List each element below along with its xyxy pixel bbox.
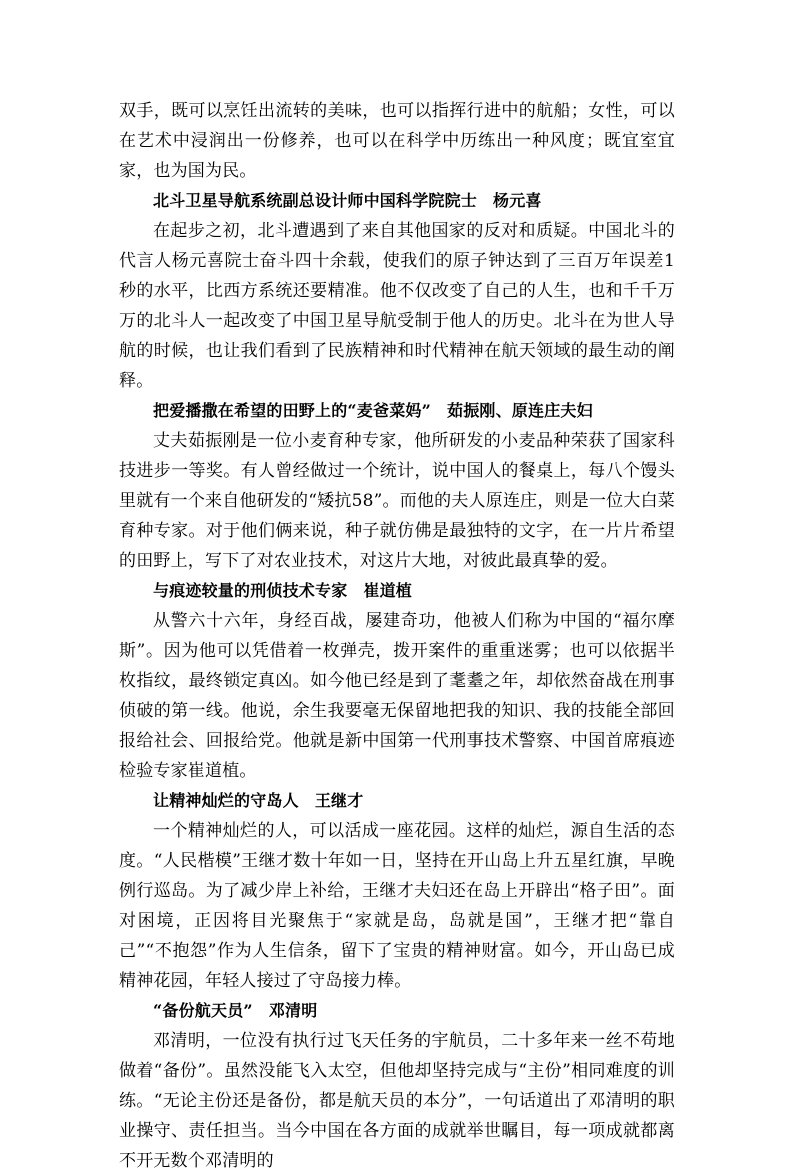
section-heading-cui-daozhi: [119, 576, 675, 606]
section-title: “备份航天员”: [153, 1001, 253, 1020]
section-heading-deng-qingming: [119, 996, 675, 1026]
section-body-cui-daozhi: 从警六十六年，身经百战，屡建奇功，他被人们称为中国的“福尔摩斯”。因为他可以凭借着一枚弹壳，拨开案件的重重迷雾；也可以依据半枚指纹，最终锁定真凶。如今他已经是到了耄耋之年，却依然奋战在刑事侦破的第一线。他说，余生我要毫无保留地把我的知识、我的技能全部回报给社会、回报给党。他就是新中国第一代刑事技术警察、中国首席痕迹检验专家崔道植。: [119, 611, 675, 781]
section-person-name: 邓清明: [268, 1001, 318, 1020]
section-person-name: 王继才: [314, 791, 364, 810]
section-person-name: 崔道植: [363, 581, 413, 600]
document-page: [119, 96, 675, 1176]
section-heading-yang-yuanxi: [119, 186, 675, 216]
section-title: 把爱播撒在希望的田野上的“麦爸菜妈”: [153, 401, 432, 420]
section-title: 让精神灿烂的守岛人: [153, 791, 299, 810]
section-body-wang-jicai: 一个精神灿烂的人，可以活成一座花园。这样的灿烂，源自生活的态度。“人民楷模”王继才数十年如一日，坚持在开山岛上升五星红旗，早晚例行巡岛。为了减少岸上补给，王继才夫妇还在岛上开辟出“格子田”。面对困境，正因将目光聚焦于“家就是岛，岛就是国”，王继才把“靠自己”“不抱怨”作为人生信条，留下了宝贵的精神财富。如今，开山岛已成精神花园，年轻人接过了守岛接力棒。: [119, 821, 675, 991]
section-body-ru-zhengang: 丈夫茹振刚是一位小麦育种专家，他所研发的小麦品种荣获了国家科技进步一等奖。有人曾经做过一个统计，说中国人的餐桌上，每八个馒头里就有一个来自他研发的“矮抗58”。而他的夫人原连庄，则是一位大白菜育种专家。对于他们俩来说，种子就仿佛是最独特的文字，在一片片希望的田野上，写下了对农业技术，对这片大地，对彼此最真挚的爱。: [119, 431, 675, 571]
section-body-yang-yuanxi: 在起步之初，北斗遭遇到了来自其他国家的反对和质疑。中国北斗的代言人杨元喜院士奋斗四十余载，使我们的原子钟达到了三百万年误差1秒的水平，比西方系统还要精准。他不仅改变了自己的人生，也和千千万万的北斗人一起改变了中国卫星导航受制于他人的历史。北斗在为世人导航的时候，也让我们看到了民族精神和时代精神在航天领域的最生动的阐释。: [119, 221, 675, 391]
section-person-name: 茹振刚、原连庄夫妇: [447, 401, 593, 420]
section-title: 与痕迹较量的刑侦技术专家: [153, 581, 348, 600]
section-person-name: 杨元喜: [493, 191, 542, 210]
section-heading-ru-zhengang: [119, 396, 675, 426]
section-heading-wang-jicai: [119, 786, 675, 816]
intro-paragraph: 双手，既可以烹饪出流转的美味，也可以指挥行进中的航船；女性，可以在艺术中浸润出一份修养，也可以在科学中历练出一种风度；既宜室宜家，也为国为民。: [119, 101, 675, 181]
section-body-deng-qingming: 邓清明，一位没有执行过飞天任务的宇航员，二十多年来一丝不苟地做着“备份”。虽然没能飞入太空，但他却坚持完成与“主份”相同难度的训练。“无论主份还是备份，都是航天员的本分”，一句话道出了邓清明的职业操守、责任担当。当今中国在各方面的成就举世瞩目，每一项成就都离不开无数个邓清明的: [119, 1031, 675, 1171]
section-title: 北斗卫星导航系统副总设计师中国科学院院士: [153, 191, 478, 210]
